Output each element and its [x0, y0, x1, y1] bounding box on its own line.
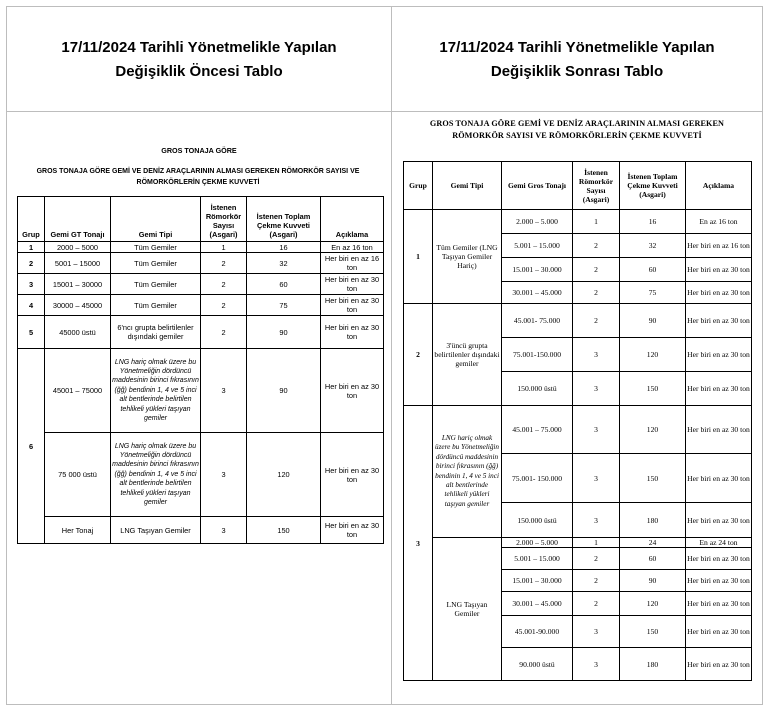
cell-kuvvet: 24: [620, 538, 686, 548]
cell-tonaj: 15.001 – 30.000: [502, 258, 573, 282]
cell-tip: Tüm Gemiler: [111, 274, 201, 295]
col-header: İstenen Toplam Çekme Kuvveti (Asgari): [620, 162, 686, 210]
cell-grup: 6: [18, 349, 45, 544]
cell-tonaj: 30.001 – 45.000: [502, 282, 573, 304]
right-heading: [393, 36, 761, 84]
cell-aciklama: En az 16 ton: [321, 242, 384, 253]
cell-grup: 3: [18, 274, 45, 295]
cell-kuvvet: 120: [620, 592, 686, 616]
col-header: İstenen Römorkör Sayısı (Asgari): [573, 162, 620, 210]
cell-sayi: 2: [201, 274, 247, 295]
cell-kuvvet: 150: [620, 454, 686, 503]
cell-kuvvet: 120: [247, 433, 321, 517]
cell-kuvvet: 150: [620, 616, 686, 648]
cell-kuvvet: 60: [247, 274, 321, 295]
cell-sayi: 3: [573, 616, 620, 648]
cell-tonaj: 45000 üstü: [45, 316, 111, 349]
cell-aciklama: Her biri en az 30 ton: [321, 433, 384, 517]
cell-tonaj: 45.001- 75.000: [502, 304, 573, 338]
cell-aciklama: Her biri en az 30 ton: [686, 616, 752, 648]
cell-kuvvet: 120: [620, 338, 686, 372]
col-header: Grup: [404, 162, 433, 210]
cell-grup: 5: [18, 316, 45, 349]
right-table-header-row: [404, 162, 752, 210]
cell-kuvvet: 60: [620, 548, 686, 570]
cell-aciklama: Her biri en az 30 ton: [321, 295, 384, 316]
cell-sayi: 2: [573, 258, 620, 282]
cell-aciklama: Her biri en az 16 ton: [321, 253, 384, 274]
cell-sayi: 2: [573, 304, 620, 338]
cell-tonaj: 30000 – 45000: [45, 295, 111, 316]
table-row: [18, 433, 384, 517]
right-table-title-line1: GROS TONAJA GÖRE GEMİ VE DENİZ ARAÇLARININ ALMASI GEREKEN: [429, 119, 725, 128]
left-table-title-line2: RÖMORKÖRLERİN ÇEKME KUVVETİ: [136, 179, 260, 186]
left-table-title: [18, 166, 378, 188]
left-table-header-row: [18, 197, 384, 242]
cell-kuvvet: 75: [247, 295, 321, 316]
cell-aciklama: Her biri en az 30 ton: [686, 454, 752, 503]
cell-aciklama: Her biri en az 16 ton: [686, 234, 752, 258]
cell-sayi: 3: [573, 406, 620, 454]
cell-kuvvet: 180: [620, 648, 686, 681]
cell-kuvvet: 60: [620, 258, 686, 282]
cell-kuvvet: 90: [247, 316, 321, 349]
col-header: Gemi GT Tonajı: [45, 197, 111, 242]
cell-tonaj: 75 000 üstü: [45, 433, 111, 517]
cell-aciklama: Her biri en az 30 ton: [686, 282, 752, 304]
cell-tonaj: 5001 – 15000: [45, 253, 111, 274]
cell-sayi: 3: [573, 648, 620, 681]
table-row: [404, 538, 752, 548]
cell-tonaj: 2.000 – 5.000: [502, 210, 573, 234]
cell-tip: 3'üncü grupta belirtilenler dışındaki gemiler: [433, 304, 502, 406]
table-row: [18, 517, 384, 544]
table-row: [18, 349, 384, 433]
cell-aciklama: Her biri en az 30 ton: [321, 349, 384, 433]
cell-tip: LNG hariç olmak üzere bu Yönetmeliğin dördüncü maddesinin birinci fıkrasının (ğğ) bendinin 1, 4 ve 5 inci alt bentlerinde belirtilen tehlikeli yükleri taşıyan gemiler: [111, 349, 201, 433]
cell-grup: 2: [18, 253, 45, 274]
cell-tonaj: 30.001 – 45.000: [502, 592, 573, 616]
cell-kuvvet: 90: [620, 570, 686, 592]
cell-tip: LNG hariç olmak üzere bu Yönetmeliğin dördüncü maddesinin birinci fıkrasının (ğğ) bendinin 1, 4 ve 5 inci alt bentlerinde belirtilen tehlikeli yükleri taşıyan gemiler: [111, 433, 201, 517]
col-header: Gemi Tipi: [111, 197, 201, 242]
cell-aciklama: Her biri en az 30 ton: [686, 570, 752, 592]
cell-tonaj: 45.001 – 75.000: [502, 406, 573, 454]
left-heading: [8, 36, 390, 84]
table-row: [404, 210, 752, 234]
cell-kuvvet: 90: [247, 349, 321, 433]
cell-tonaj: 5.001 – 15.000: [502, 234, 573, 258]
cell-sayi: 2: [573, 592, 620, 616]
cell-aciklama: Her biri en az 30 ton: [686, 503, 752, 538]
cell-tonaj: 5.001 – 15.000: [502, 548, 573, 570]
table-row: [404, 406, 752, 454]
cell-aciklama: Her biri en az 30 ton: [686, 338, 752, 372]
cell-kuvvet: 16: [620, 210, 686, 234]
cell-aciklama: Her biri en az 30 ton: [686, 406, 752, 454]
table-row: [18, 295, 384, 316]
cell-sayi: 1: [201, 242, 247, 253]
cell-tip: Tüm Gemiler: [111, 242, 201, 253]
cell-tip: LNG Taşıyan Gemiler: [111, 517, 201, 544]
cell-sayi: 3: [573, 338, 620, 372]
cell-aciklama: Her biri en az 30 ton: [686, 304, 752, 338]
cell-tip: LNG Taşıyan Gemiler: [433, 538, 502, 681]
cell-grup: 1: [404, 210, 433, 304]
cell-tonaj: 150.000 üstü: [502, 503, 573, 538]
cell-aciklama: Her biri en az 30 ton: [321, 316, 384, 349]
cell-aciklama: Her biri en az 30 ton: [321, 517, 384, 544]
cell-aciklama: En az 16 ton: [686, 210, 752, 234]
cell-tonaj: 2000 – 5000: [45, 242, 111, 253]
cell-sayi: 2: [573, 548, 620, 570]
left-subtitle: GROS TONAJA GÖRE: [161, 146, 237, 155]
cell-sayi: 3: [201, 349, 247, 433]
cell-kuvvet: 90: [620, 304, 686, 338]
col-header: Açıklama: [686, 162, 752, 210]
cell-aciklama: Her biri en az 30 ton: [686, 648, 752, 681]
right-table: [403, 161, 752, 681]
right-table-title: [402, 118, 752, 142]
right-heading-line2: Değişiklik Sonrası Tablo: [490, 63, 664, 80]
cell-aciklama: En az 24 ton: [686, 538, 752, 548]
cell-sayi: 2: [573, 282, 620, 304]
right-table-title-line2: RÖMORKÖR SAYISI VE RÖMORKÖRLERİN ÇEKME KUVVETİ: [452, 131, 702, 140]
cell-tip: 6'ncı grupta belirtilenler dışındaki gemiler: [111, 316, 201, 349]
col-header: Açıklama: [321, 197, 384, 242]
cell-sayi: 3: [573, 454, 620, 503]
cell-aciklama: Her biri en az 30 ton: [686, 258, 752, 282]
col-header: İstenen Toplam Çekme Kuvveti (Asgari): [247, 197, 321, 242]
table-row: [18, 253, 384, 274]
cell-tonaj: 75.001- 150.000: [502, 454, 573, 503]
cell-sayi: 2: [201, 253, 247, 274]
col-header: Gemi Gros Tonajı: [502, 162, 573, 210]
left-table-title-line1: GROS TONAJA GÖRE GEMİ VE DENİZ ARAÇLARININ ALMASI GEREKEN RÖMORKÖR SAYISI VE: [36, 168, 360, 175]
cell-tonaj: 15001 – 30000: [45, 274, 111, 295]
table-row: [18, 316, 384, 349]
cell-grup: 2: [404, 304, 433, 406]
cell-kuvvet: 150: [247, 517, 321, 544]
cell-sayi: 2: [573, 234, 620, 258]
cell-tip: LNG hariç olmak üzere bu Yönetmeliğin dördüncü maddesinin birinci fıkrasının (ğğ) bendinin 1, 4 ve 5 inci alt bentlerinde tehlikeli yükleri taşıyan gemiler: [433, 406, 502, 538]
cell-sayi: 3: [573, 372, 620, 406]
cell-grup: 1: [18, 242, 45, 253]
cell-sayi: 1: [573, 538, 620, 548]
cell-tonaj: 75.001-150.000: [502, 338, 573, 372]
cell-aciklama: Her biri en az 30 ton: [686, 592, 752, 616]
cell-tonaj: Her Tonaj: [45, 517, 111, 544]
cell-kuvvet: 150: [620, 372, 686, 406]
cell-kuvvet: 32: [620, 234, 686, 258]
cell-tonaj: 150.000 üstü: [502, 372, 573, 406]
cell-sayi: 2: [573, 570, 620, 592]
right-heading-line1: 17/11/2024 Tarihli Yönetmelikle Yapılan: [439, 39, 715, 56]
cell-tip: Tüm Gemiler: [111, 295, 201, 316]
col-header: İstenen Römorkör Sayısı (Asgari): [201, 197, 247, 242]
cell-tonaj: 90.000 üstü: [502, 648, 573, 681]
cell-tonaj: 2.000 – 5.000: [502, 538, 573, 548]
cell-grup: 3: [404, 406, 433, 681]
cell-grup: 4: [18, 295, 45, 316]
header-divider: [6, 111, 762, 112]
cell-sayi: 3: [573, 503, 620, 538]
table-row: [18, 274, 384, 295]
cell-sayi: 3: [201, 517, 247, 544]
cell-tonaj: 45.001-90.000: [502, 616, 573, 648]
table-row: [404, 304, 752, 338]
cell-aciklama: Her biri en az 30 ton: [686, 372, 752, 406]
cell-kuvvet: 180: [620, 503, 686, 538]
cell-sayi: 1: [573, 210, 620, 234]
col-header: Gemi Tipi: [433, 162, 502, 210]
cell-tip: Tüm Gemiler (LNG Taşıyan Gemiler Hariç): [433, 210, 502, 304]
cell-sayi: 2: [201, 316, 247, 349]
cell-aciklama: Her biri en az 30 ton: [686, 548, 752, 570]
cell-kuvvet: 75: [620, 282, 686, 304]
table-row: [18, 242, 384, 253]
cell-aciklama: Her biri en az 30 ton: [321, 274, 384, 295]
cell-tonaj: 15.001 – 30.000: [502, 570, 573, 592]
cell-kuvvet: 32: [247, 253, 321, 274]
left-heading-line2: Değişiklik Öncesi Tablo: [115, 63, 283, 80]
cell-tip: Tüm Gemiler: [111, 253, 201, 274]
cell-kuvvet: 120: [620, 406, 686, 454]
cell-tonaj: 45001 – 75000: [45, 349, 111, 433]
col-header: Grup: [18, 197, 45, 242]
left-heading-line1: 17/11/2024 Tarihli Yönetmelikle Yapılan: [61, 39, 337, 56]
left-table: [17, 196, 384, 544]
cell-sayi: 3: [201, 433, 247, 517]
cell-kuvvet: 16: [247, 242, 321, 253]
cell-sayi: 2: [201, 295, 247, 316]
